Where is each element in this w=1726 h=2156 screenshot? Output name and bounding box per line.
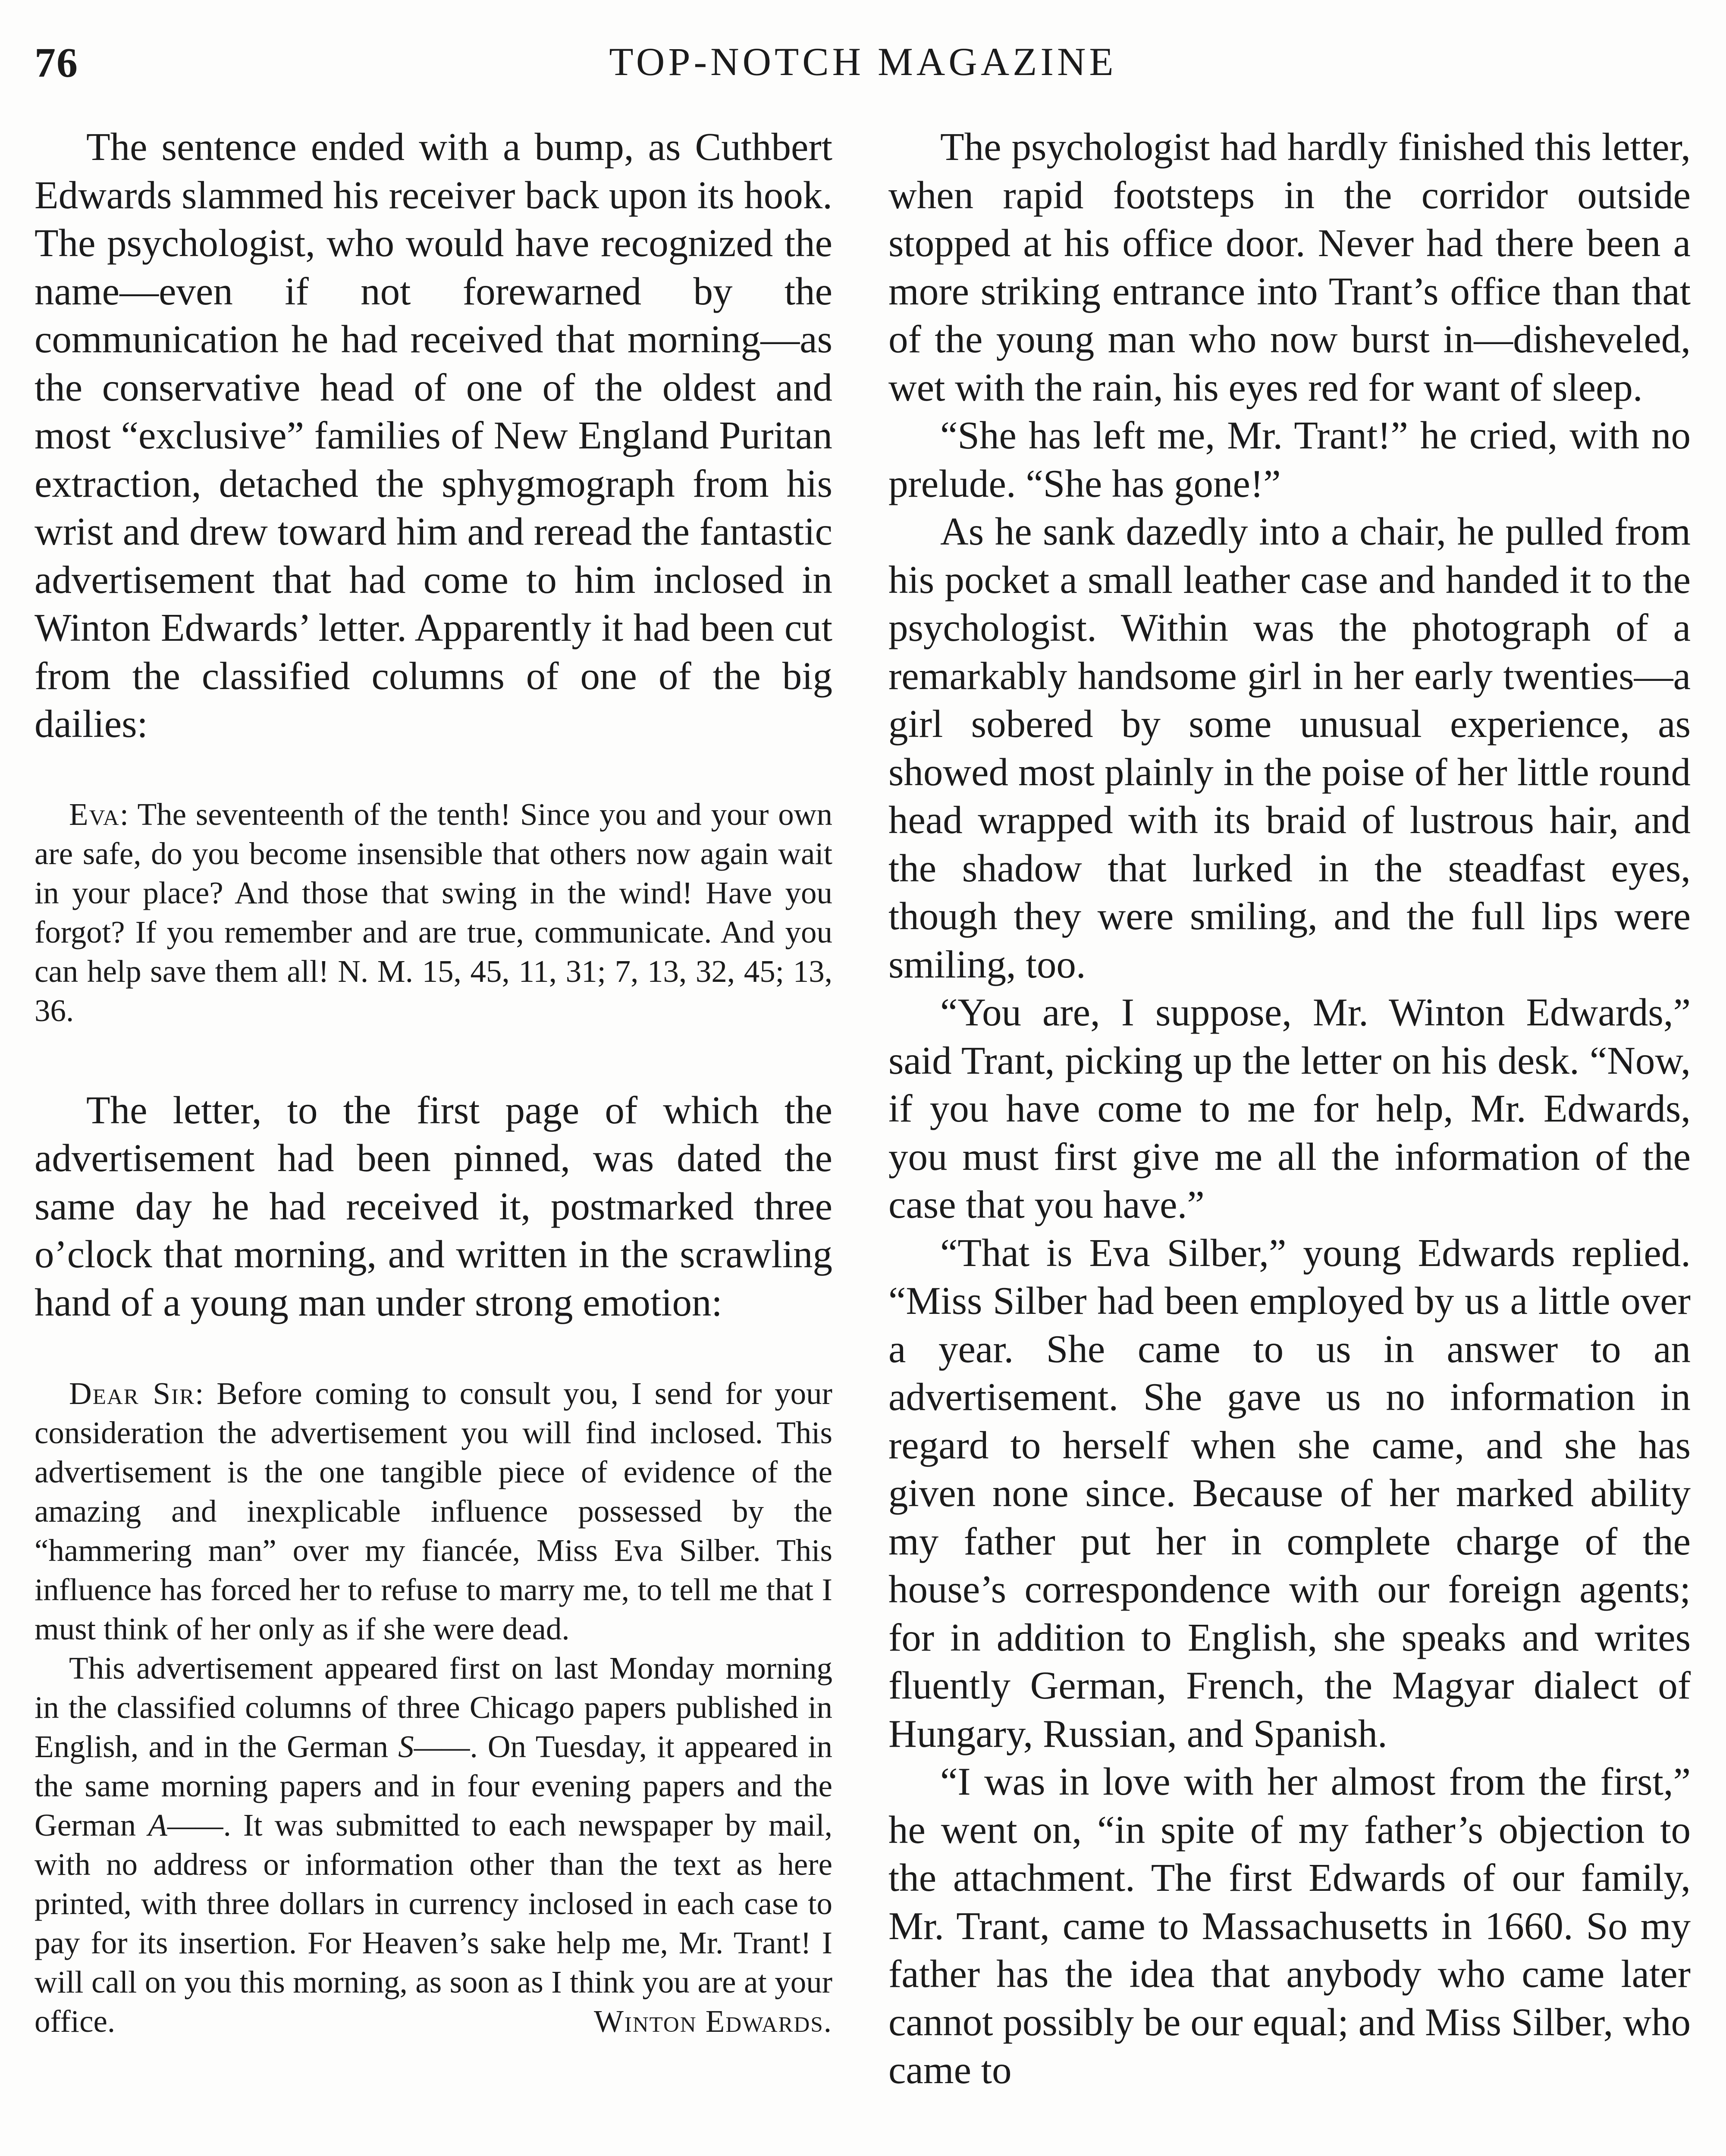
letter-text-2a: This advertisement appeared first on last Monday morning in the classified columns of three Chicago papers published in English, and in the German bbox=[35, 1651, 832, 1764]
right-column bbox=[888, 123, 1691, 2156]
right-paragraph-5: “That is Eva Silber,” young Edwards replied. “Miss Silber had been employed by us a little over a year. She came to us in answer to an advertisement. She gave us no information in regard to herself when she came, and she has given none since. Because of her marked ability my father put her in complete charge of the house’s correspondence with our foreign agents; for in addition to English, she speaks and writes fluently German, French, the Magyar dialect of Hungary, Russian, and Spanish. bbox=[888, 1231, 1691, 1755]
page-header bbox=[0, 0, 1726, 112]
advertisement-quote bbox=[35, 795, 832, 1030]
ad-body: : The seventeenth of the tenth! Since you and your own are safe, do you become insensible that others now again wait in your place? And those that swing in the wind! Have you forgot? If you remember and are true, communicate. And you can help save them all! N. M. 15, 45, 11, 31; 7, 13, 32, 45; 13, 36. bbox=[35, 796, 832, 1028]
right-paragraph-2: “She has left me, Mr. Trant!” he cried, with no prelude. “She has gone!” bbox=[888, 414, 1691, 505]
left-column bbox=[35, 123, 832, 2156]
running-title: TOP-NOTCH MAGAZINE bbox=[609, 40, 1117, 84]
letter-signature: Winton Edwards. bbox=[593, 2004, 832, 2039]
right-paragraph-1: The psychologist had hardly finished this letter, when rapid footsteps in the corridor outside stopped at his office door. Never had there been a more striking entrance into Trant’s office than that of the young man who now burst in—disheveled, wet with the rain, his eyes red for want of sleep. bbox=[888, 125, 1691, 409]
left-paragraph-1: The sentence ended with a bump, as Cuthbert Edwards slammed his receiver back upon its hook. The psychologist, who would have recognized the name—even if not forewarned by the communication he had received that morning—as the conservative head of one of the oldest and most “exclusive” families of New England Puritan extraction, detached the sphygmograph from his wrist and drew toward him and reread the fantastic advertisement that had come to him inclosed in Winton Edwards’ letter. Apparently it had been cut from the classified columns of one of the big dailies: bbox=[35, 125, 832, 746]
letter-paragraph-2 bbox=[35, 1648, 832, 2041]
letter-paragraph-1 bbox=[35, 1374, 832, 1648]
right-paragraph-4: “You are, I suppose, Mr. Winton Edwards,” said Trant, picking up the letter on his desk. “Now, if you have come to me for help, Mr. Edwards, you must first give me all the information of the case that you have.” bbox=[888, 990, 1691, 1226]
german-paper-s: S—— bbox=[398, 1729, 470, 1764]
german-paper-a: A—— bbox=[148, 1808, 223, 1843]
ad-name: Eva bbox=[69, 796, 120, 832]
letter-text-2b: . On Tuesday, it appeared in the same morning papers and in four evening papers and the German bbox=[35, 1729, 832, 1843]
right-paragraph-3: As he sank dazedly into a chair, he pulled from his pocket a small leather case and handed it to the psychologist. Within was the photograph of a remarkably handsome girl in her early twenties—a girl sobered by some unusual experience, as showed most plainly in the poise of her little round head wrapped with its braid of lustrous hair, and the shadow that lurked in the steadfast eyes, though they were smiling, and the full lips were smiling, too. bbox=[888, 510, 1691, 986]
right-paragraph-6: “I was in love with her almost from the first,” he went on, “in spite of my father’s objection to the attachment. The first Edwards of our family, Mr. Trant, came to Massachusetts in 1660. So my father has the idea that anybody who came later cannot possibly be our equal; and Miss Silber, who came to bbox=[888, 1760, 1691, 2092]
page-number: 76 bbox=[35, 40, 78, 86]
letter-quote bbox=[35, 1374, 832, 2041]
letter-text-1: : Before coming to consult you, I send for your consideration the advertisement you will find inclosed. This advertisement is the one tangible piece of evidence of the amazing and inexplicable influence possessed by the “hammering man” over my fiancée, Miss Eva Silber. This influence has forced her to refuse to marry me, to tell me that I must think of her only as if she were dead. bbox=[35, 1376, 832, 1646]
left-paragraph-2: The letter, to the first page of which the advertisement had been pinned, was dated the same day he had received it, postmarked three o’clock that morning, and written in the scrawling hand of a young man under strong emotion: bbox=[35, 1088, 832, 1324]
letter-salutation: Dear Sir bbox=[69, 1376, 195, 1411]
letter-text-2c: . It was submitted to each newspaper by mail, with no address or information other than the text as here printed, with three dollars in currency inclosed in each case to pay for its insertion. For Heaven’s sake help me, Mr. Trant! I will call on you this morning, as soon as I think you are at your office. bbox=[35, 1808, 832, 2039]
